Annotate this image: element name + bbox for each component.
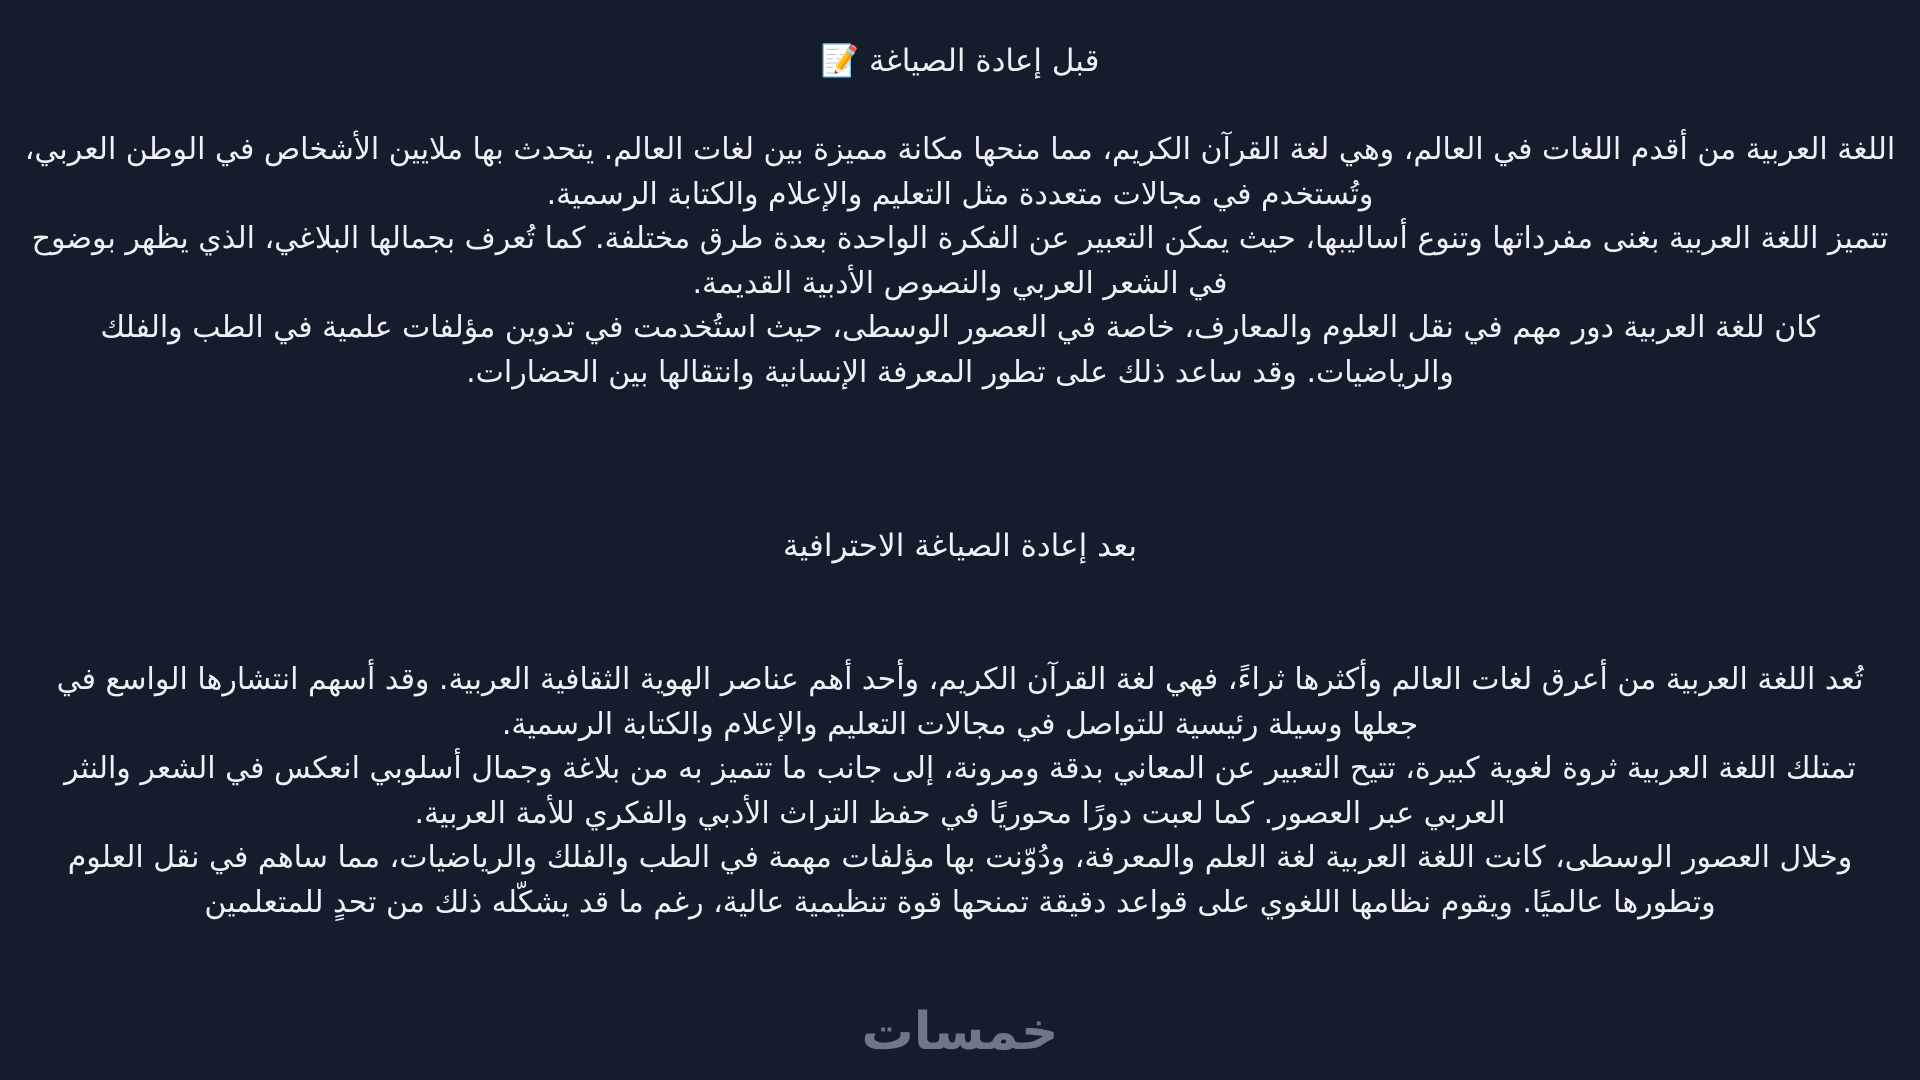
- before-rephrasing-title: قبل إعادة الصياغة 📝: [820, 43, 1100, 79]
- after-rephrasing-title: بعد إعادة الصياغة الاحترافية: [783, 528, 1137, 564]
- after-paragraph-2: تمتلك اللغة العربية ثروة لغوية كبيرة، تتيح التعبير عن المعاني بدقة ومرونة، إلى جانب ما تتميز به من بلاغة وجمال أسلوبي انعكس في الشعر والنثر العربي عبر العصور. كما لعبت دورًا محوريًا في حفظ التراث الأدبي والفكري للأمة العربية.: [64, 751, 1856, 831]
- after-text-block: [22, 658, 1898, 925]
- before-paragraph-2: تتميز اللغة العربية بغنى مفرداتها وتنوع أساليبها، حيث يمكن التعبير عن الفكرة الواحدة بعدة طرق مختلفة. كما تُعرف بجمالها البلاغي، الذي يظهر بوضوح في الشعر العربي والنصوص الأدبية القديمة.: [31, 221, 1889, 301]
- after-paragraph-3: وخلال العصور الوسطى، كانت اللغة العربية لغة العلم والمعرفة، ودُوّنت بها مؤلفات مهمة في الطب والفلك والرياضيات، مما ساهم في نقل العلوم وتطورها عالميًا. ويقوم نظامها اللغوي على قواعد دقيقة تمنحها قوة تنظيمية عالية، رغم ما قد يشكّله ذلك من تحدٍ للمتعلمين: [67, 840, 1853, 920]
- before-paragraph-1: اللغة العربية من أقدم اللغات في العالم، وهي لغة القرآن الكريم، مما منحها مكانة مميزة بين لغات العالم. يتحدث بها ملايين الأشخاص في الوطن العربي، وتُستخدم في مجالات متعددة مثل التعليم والإعلام والكتابة الرسمية.: [24, 132, 1896, 212]
- after-paragraph-1: تُعد اللغة العربية من أعرق لغات العالم وأكثرها ثراءً، فهي لغة القرآن الكريم، وأحد أهم عناصر الهوية الثقافية العربية. وقد أسهم انتشارها الواسع في جعلها وسيلة رئيسية للتواصل في مجالات التعليم والإعلام والكتابة الرسمية.: [56, 662, 1864, 742]
- khamsat-watermark-logo: خمسات: [861, 1002, 1059, 1062]
- before-paragraph-3: كان للغة العربية دور مهم في نقل العلوم والمعارف، خاصة في العصور الوسطى، حيث استُخدمت في تدوين مؤلفات علمية في الطب والفلك والرياضيات. وقد ساعد ذلك على تطور المعرفة الإنسانية وانتقالها بين الحضارات.: [100, 310, 1820, 390]
- before-text-block: [22, 128, 1898, 395]
